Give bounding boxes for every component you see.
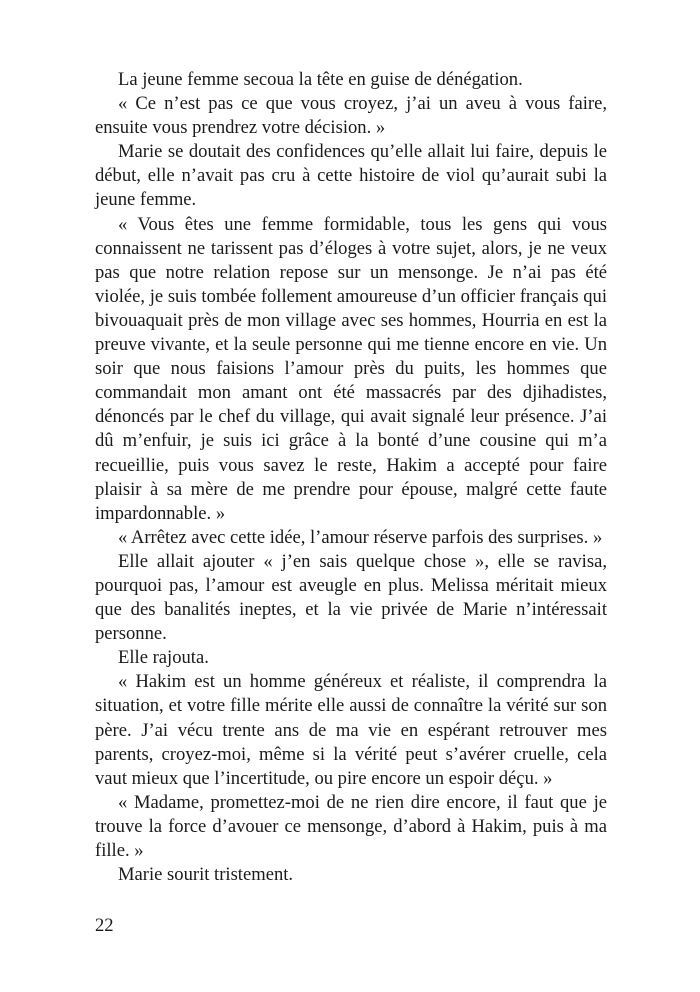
paragraph-2: « Ce n’est pas ce que vous croyez, j’ai un aveu à vous faire, ensuite vous prendrez votre décision. » [95,93,607,139]
paragraph-7: Elle rajouta. [118,647,209,669]
paragraph-9: « Madame, promettez-moi de ne rien dire encore, il faut que je trouve la force d’avouer ce mensonge, d’abord à Hakim, puis à ma fille. » [95,791,607,861]
paragraph-10: Marie sourit tristement. [118,864,294,886]
paragraph-1: La jeune femme secoua la tête en guise de dénégation. [118,69,523,90]
body-text [95,68,607,887]
paragraph-5: « Arrêtez avec cette idée, l’amour réserve parfois des surprises. » [118,526,603,548]
paragraph-4: « Vous êtes une femme formidable, tous les gens qui vous connaissent ne tarissent pas d’éloges à votre sujet, alors, je ne veux pas que notre relation repose sur un mensonge. Je n’ai pas été violée, je suis tombée follement amoureuse d’un officier français qui bivouaquait près de mon village avec ses hommes, Hourria en est la preuve vivante, et la seule personne qui me tienne encore en vie. Un soir que nous faisions l’amour près du puits, les hommes que commandait mon amant ont été massacrés par des djihadistes, dénoncés par le chef du village, qui avait signalé leur présence. J’ai dû m’enfuir, je suis ici grâce à la bonté d’une cousine qui m’a recueillie, puis vous savez le reste, Hakim a accepté pour faire plaisir à sa mère de me prendre pour épouse, malgré cette faute impardonnable. » [95,213,607,524]
page-number: 22 [95,915,114,936]
paragraph-6: Elle allait ajouter « j’en sais quelque chose », elle se ravisa, pourquoi pas, l’amour est aveugle en plus. Melissa méritait mieux que des banalités ineptes, et la vie privée de Marie n’intéressait personne. [95,550,607,645]
paragraph-8: « Hakim est un homme généreux et réaliste, il comprendra la situation, et votre fille mérite elle aussi de connaître la vérité sur son père. J’ai vécu trente ans de ma vie en espérant retrouver mes parents, croyez-moi, même si la vérité peut s’avérer cruelle, cela vaut mieux que l’incertitude, ou pire encore un espoir déçu. » [95,671,607,789]
paragraph-3: Marie se doutait des confidences qu’elle allait lui faire, depuis le début, elle n’avait pas cru à cette histoire de viol qu’aurait subi la jeune femme. [95,141,607,211]
